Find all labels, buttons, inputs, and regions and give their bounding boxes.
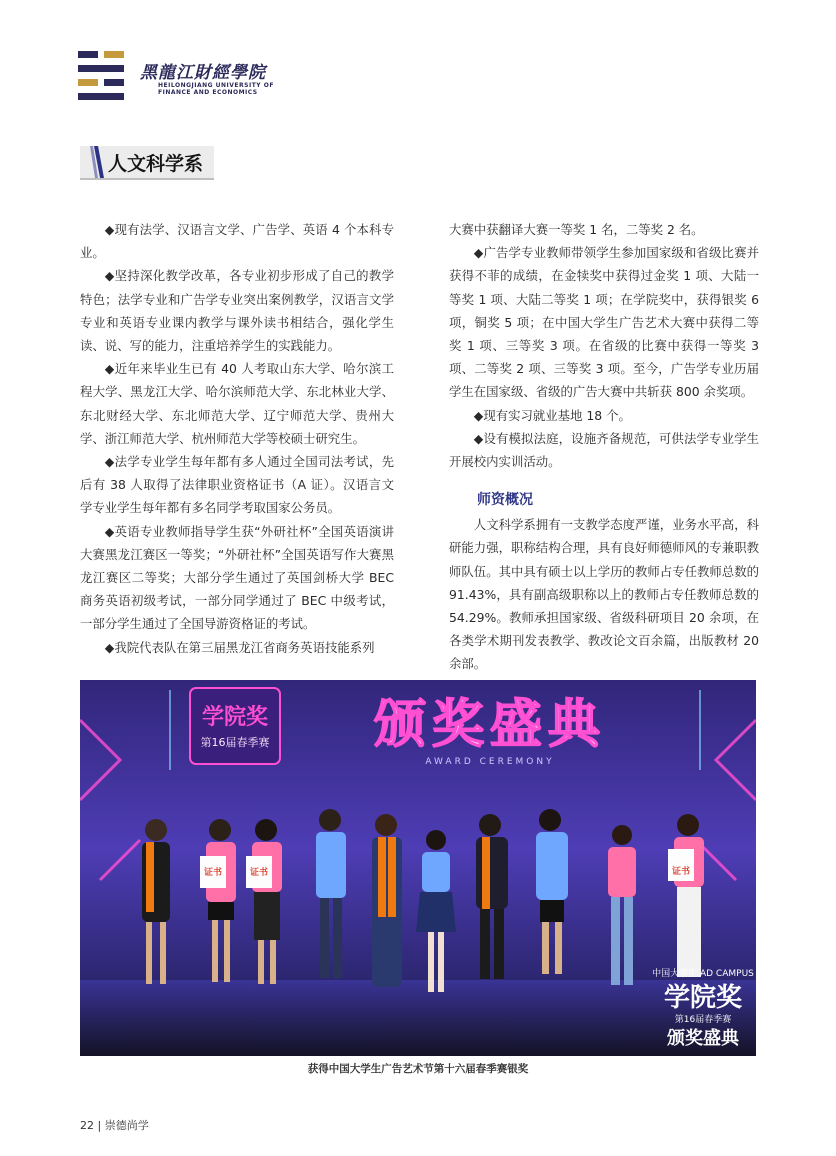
page-number: 22 bbox=[80, 1119, 94, 1132]
svg-text:中国大学生 AD CAMPUS: 中国大学生 AD CAMPUS bbox=[652, 969, 754, 979]
university-english-name: HEILONGJIANG UNIVERSITY OF FINANCE AND ECONOMICS bbox=[158, 82, 274, 96]
award-ceremony-photo bbox=[80, 680, 756, 1056]
svg-text:学院奖: 学院奖 bbox=[663, 983, 743, 1013]
paragraph: ◆现有法学、汉语言文学、广告学、英语 4 个本科专业。 bbox=[80, 222, 394, 261]
right-text-column bbox=[449, 218, 759, 676]
footer-separator: | bbox=[97, 1119, 105, 1132]
tab-stripe-decoration bbox=[90, 146, 106, 178]
photo-caption: 获得中国大学生广告艺术节第十六届春季赛银奖 bbox=[307, 1063, 529, 1075]
svg-text:第16届春季赛: 第16届春季赛 bbox=[674, 1015, 732, 1025]
paragraph: ◆广告学专业教师带领学生参加国家级和省级比赛并获得不菲的成绩，在金犊奖中获得过金奖 1 项、大陆一等奖 1 项、大陆二等奖 1 项；在学院奖中，获得银奖 6 项，铜奖 5 项；在中国大学生广告艺术大赛中获得二等奖 1 项、三等奖 3 项。在省级的比赛中获得一等奖 3 项、二等奖 2 项、三等奖 3 项。至今，广告学专业历届学生在国家级、省级的广告大赛中共斩获 800 余奖项。 bbox=[449, 245, 759, 400]
svg-text:颁奖盛典: 颁奖盛典 bbox=[667, 1028, 739, 1049]
banner-left-subtitle: 第16届春季赛 bbox=[200, 736, 270, 749]
ceremony-illustration bbox=[80, 680, 756, 1056]
footer-label: 崇德尚学 bbox=[104, 1119, 149, 1132]
award-board-label: 证书 bbox=[203, 868, 223, 878]
faculty-heading: 师资概况 bbox=[477, 492, 533, 509]
university-name: 黑龍江財經學院 bbox=[140, 63, 266, 83]
university-logo bbox=[78, 51, 124, 101]
award-board-label: 证书 bbox=[249, 868, 269, 878]
banner-main-title: 颁奖盛典 bbox=[373, 695, 607, 755]
paragraph: ◆设有模拟法庭，设施齐备规范，可供法学专业学生开展校内实训活动。 bbox=[449, 430, 759, 470]
banner-left-title: 学院奖 bbox=[201, 705, 269, 730]
left-text-column bbox=[80, 218, 394, 659]
paragraph: ◆我院代表队在第三届黑龙江省商务英语技能系列 bbox=[104, 639, 375, 655]
paragraph: ◆坚持深化教学改革，各专业初步形成了自己的教学特色；法学专业和广告学专业突出案例教学，汉语言文学专业和英语专业课内教学与课外读书相结合，强化学生读、说、写的能力，注重培养学生的实践能力。 bbox=[80, 268, 394, 354]
award-board-label: 证书 bbox=[671, 867, 691, 877]
section-title: 人文科学系 bbox=[108, 153, 204, 175]
paragraph: ◆现有实习就业基地 18 个。 bbox=[473, 407, 631, 423]
paragraph: ◆近年来毕业生已有 40 人考取山东大学、哈尔滨工程大学、黑龙江大学、哈尔滨师范大学、东北林业大学、东北财经大学、东北师范大学、辽宁师范大学、贵州大学、浙江师范大学、杭州师范大学等校硕士研究生。 bbox=[80, 361, 394, 446]
paragraph: 大赛中获翻译大赛一等奖 1 名，二等奖 2 名。 bbox=[449, 222, 704, 237]
page-footer bbox=[80, 1117, 149, 1133]
faculty-paragraph: 人文科学系拥有一支教学态度严谨，业务水平高，科研能力强，职称结构合理，具有良好师德师风的专兼职教师队伍。其中具有硕士以上学历的教师占专任教师总数的 91.43%，具有副高级职称以上的教师占专任教师总数的 54.29%。教师承担国家级、省级科研项目 20 余项，在各类学术期刊发表教学、教改论文百余篇，出版教材 20 余部。 bbox=[449, 517, 759, 672]
paragraph: ◆英语专业教师指导学生获“外研社杯”全国英语演讲大赛黑龙江赛区一等奖；“外研社杯”全国英语写作大赛黑龙江赛区二等奖；大部分学生通过了英国剑桥大学 BEC 商务英语初级考试，一部分同学通过了 BEC 中级考试，一部分学生通过了全国导游资格证的考试。 bbox=[80, 523, 394, 632]
paragraph: ◆法学专业学生每年都有多人通过全国司法考试，先后有 38 人取得了法律职业资格证书（A 证）。汉语言文学专业学生每年都有多名同学考取国家公务员。 bbox=[80, 454, 394, 516]
banner-subtitle: AWARD CEREMONY bbox=[425, 757, 555, 767]
